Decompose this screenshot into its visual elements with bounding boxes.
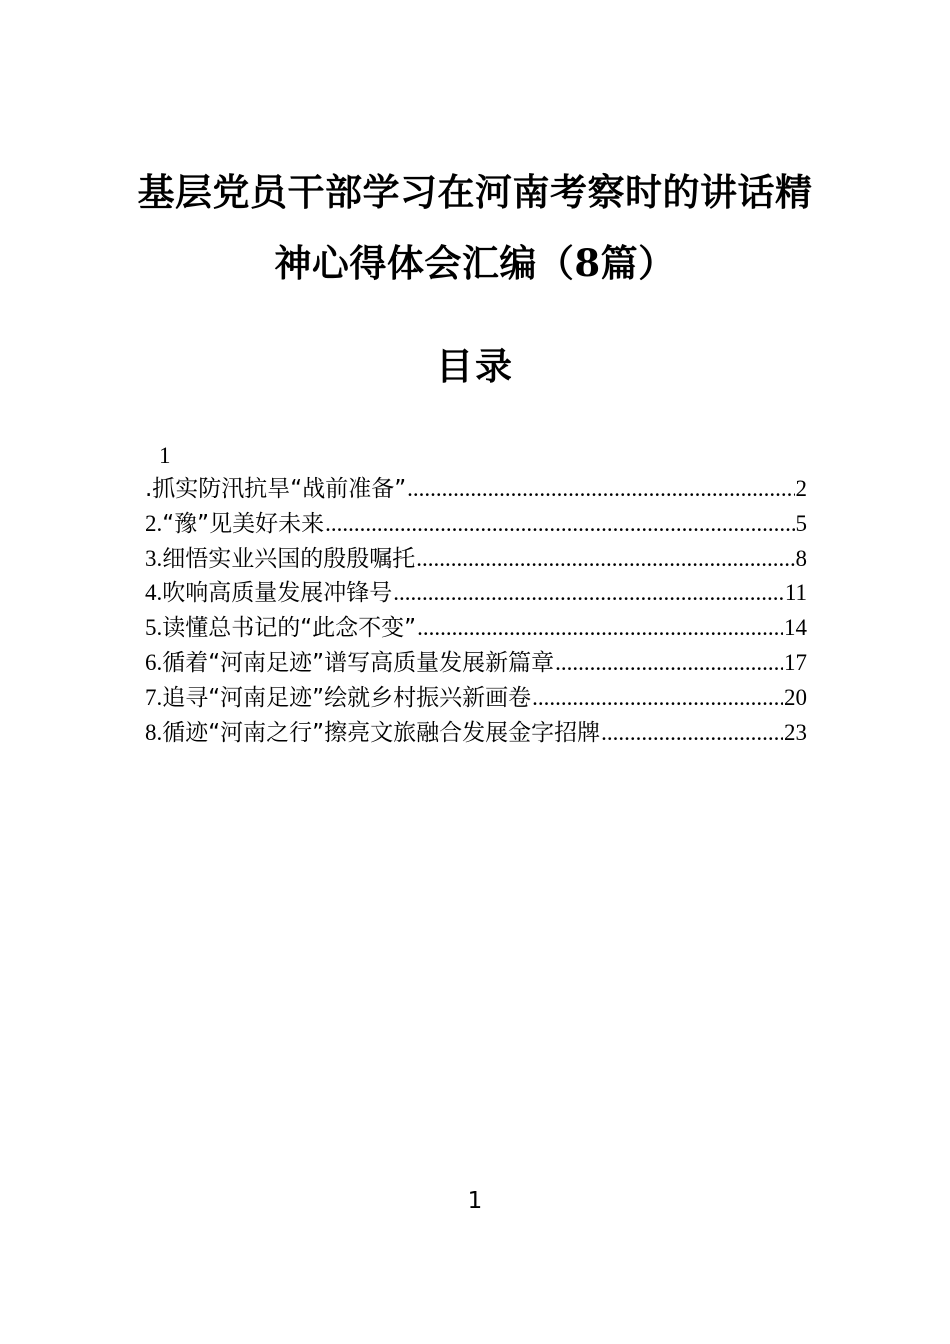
toc-item-number: 4. — [145, 580, 163, 606]
toc-item-title: 读懂总书记的“此念不变” — [162, 615, 417, 642]
document-title-line-1: 基层党员干部学习在河南考察时的讲话精 — [137, 170, 813, 214]
toc-item-title: 吹响高质量发展冲锋号 — [162, 580, 393, 607]
toc-item-6[interactable] — [145, 646, 807, 681]
toc-item-5[interactable] — [145, 611, 807, 646]
toc-leader-dots — [532, 681, 783, 716]
toc-item-number: 7. — [145, 684, 163, 710]
toc-item-page: 14 — [784, 615, 807, 641]
toc-item-number: 5. — [145, 615, 163, 641]
toc-item-page: 11 — [784, 580, 807, 606]
toc-item-page: 17 — [784, 649, 807, 675]
toc-item-page: 5 — [795, 510, 807, 536]
toc-item-number: 2. — [145, 510, 163, 536]
toc-item-number: 6. — [145, 649, 163, 675]
toc-item-4[interactable] — [145, 576, 807, 611]
document-title-line-2: 神心得体会汇编（8篇） — [274, 241, 676, 285]
toc-item-2[interactable] — [145, 507, 807, 542]
toc-item-3[interactable] — [145, 542, 807, 577]
toc-item-page: 2 — [795, 476, 807, 501]
toc-item-1-number: 1 — [159, 443, 171, 468]
toc-item-number: 8. — [145, 719, 163, 745]
toc-item-page: 8 — [795, 545, 807, 571]
toc-item-page: 20 — [784, 684, 807, 710]
toc-item-1[interactable] — [145, 472, 807, 507]
toc-heading: 目录 — [436, 344, 514, 388]
toc-leader-dots — [555, 646, 783, 681]
page-number-footer: 1 — [467, 1188, 483, 1214]
toc-item-7[interactable] — [145, 681, 807, 716]
toc-leader-dots — [416, 542, 794, 577]
toc-leader-dots — [601, 716, 783, 751]
toc-item-title: 循迹“河南之行”擦亮文旅融合发展金字招牌 — [162, 719, 601, 746]
toc-item-8[interactable] — [145, 716, 807, 751]
toc-leader-dots — [393, 576, 784, 611]
toc-leader-dots — [407, 472, 794, 507]
table-of-contents — [145, 440, 807, 750]
toc-item-title: “豫”见美好未来 — [162, 510, 325, 537]
toc-item-page: 23 — [784, 719, 807, 745]
toc-item-title: 细悟实业兴国的殷殷嘱托 — [162, 545, 416, 572]
toc-item-number: 3. — [145, 545, 163, 571]
toc-item-title: 循着“河南足迹”谱写高质量发展新篇章 — [162, 649, 555, 676]
toc-item-title: .抓实防汛抗旱“战前准备” — [145, 476, 407, 502]
toc-leader-dots — [325, 507, 794, 542]
toc-item-title: 追寻“河南足迹”绘就乡村振兴新画卷 — [162, 684, 532, 711]
toc-leader-dots — [417, 611, 783, 646]
